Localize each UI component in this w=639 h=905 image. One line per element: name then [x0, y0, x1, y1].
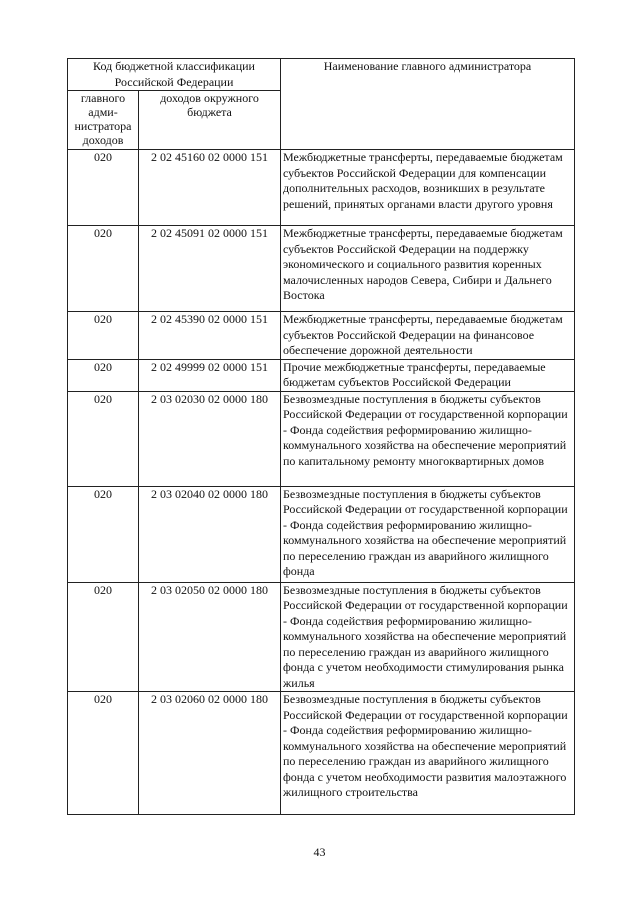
income-code-cell: 2 02 45091 02 0000 151 — [139, 226, 281, 312]
income-code-cell: 2 02 45160 02 0000 151 — [139, 150, 281, 226]
header-group-title: Код бюджетной классификации Российской Федерации — [68, 59, 281, 91]
admin-code-cell: 020 — [68, 150, 139, 226]
income-code-cell: 2 02 49999 02 0000 151 — [139, 359, 281, 391]
administrator-name-cell: Прочие межбюджетные трансферты, передаваемые бюджетам субъектов Российской Федерации — [281, 359, 575, 391]
administrator-name-cell: Безвозмездные поступления в бюджеты субъектов Российской Федерации от государственной корпорации - Фонда содействия реформированию жилищно-коммунального хозяйства на обеспечение мероприятий по переселению граждан из аварийного жилищного фонда — [281, 486, 575, 582]
income-code-cell: 2 03 02030 02 0000 180 — [139, 391, 281, 486]
income-code-cell: 2 02 45390 02 0000 151 — [139, 312, 281, 360]
table-row — [68, 486, 575, 582]
income-code-cell: 2 03 02040 02 0000 180 — [139, 486, 281, 582]
table-row — [68, 391, 575, 486]
administrator-name-cell: Безвозмездные поступления в бюджеты субъектов Российской Федерации от государственной корпорации - Фонда содействия реформированию жилищно-коммунального хозяйства на обеспечение мероприятий по капитальному ремонту многоквартирных домов — [281, 391, 575, 486]
page-number: 43 — [313, 845, 326, 859]
table-row — [68, 226, 575, 312]
header-admin-code: главного адми-нистратора доходов — [68, 91, 139, 150]
administrator-name-cell: Межбюджетные трансферты, передаваемые бюджетам субъектов Российской Федерации для компенсации дополнительных расходов, возникших в результате решений, принятых органами власти другого уровня — [281, 150, 575, 226]
admin-code-cell: 020 — [68, 226, 139, 312]
income-code-cell: 2 03 02050 02 0000 180 — [139, 582, 281, 692]
table-row — [68, 359, 575, 391]
admin-code-cell: 020 — [68, 692, 139, 815]
table-row — [68, 582, 575, 692]
administrator-name-cell: Межбюджетные трансферты, передаваемые бюджетам субъектов Российской Федерации на поддержку экономического и социального развития коренных малочисленных народов Севера, Сибири и Дальнего Востока — [281, 226, 575, 312]
admin-code-cell: 020 — [68, 486, 139, 582]
admin-code-cell: 020 — [68, 582, 139, 692]
header-administrator-name: Наименование главного администратора — [281, 59, 575, 150]
administrator-name-cell: Межбюджетные трансферты, передаваемые бюджетам субъектов Российской Федерации на финансовое обеспечение дорожной деятельности — [281, 312, 575, 360]
table-row — [68, 312, 575, 360]
admin-code-cell: 020 — [68, 359, 139, 391]
administrator-name-cell: Безвозмездные поступления в бюджеты субъектов Российской Федерации от государственной корпорации - Фонда содействия реформированию жилищно-коммунального хозяйства на обеспечение мероприятий по переселению граждан из аварийного жилищного фонда с учетом необходимости развития малоэтажного жилищного строительства — [281, 692, 575, 815]
admin-code-cell: 020 — [68, 312, 139, 360]
table-row — [68, 692, 575, 815]
administrator-name-cell: Безвозмездные поступления в бюджеты субъектов Российской Федерации от государственной корпорации - Фонда содействия реформированию жилищно-коммунального хозяйства на обеспечение мероприятий по переселению граждан из аварийного жилищного фонда с учетом необходимости стимулирования рынка жилья — [281, 582, 575, 692]
admin-code-cell: 020 — [68, 391, 139, 486]
header-income-code: доходов окружного бюджета — [139, 91, 281, 150]
budget-classification-table — [67, 58, 575, 815]
table-row — [68, 150, 575, 226]
income-code-cell: 2 03 02060 02 0000 180 — [139, 692, 281, 815]
